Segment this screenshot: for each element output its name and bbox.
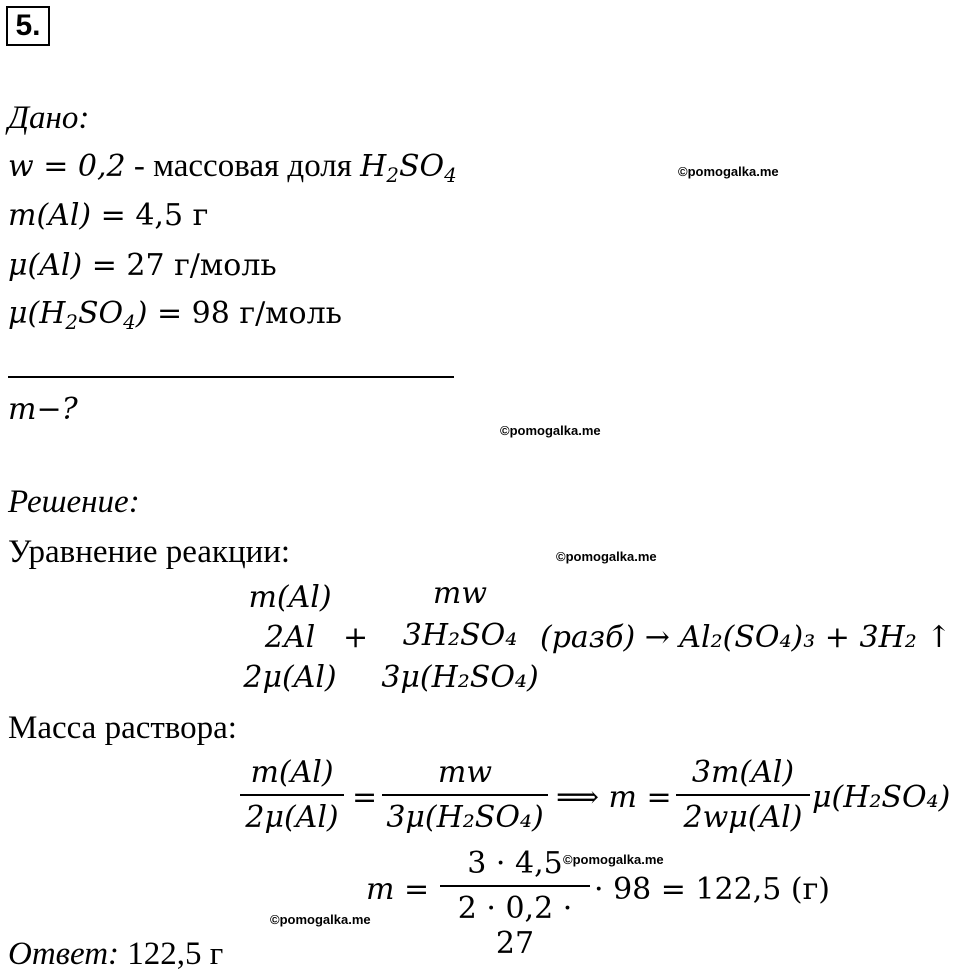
eq1-tail: μ(H₂SO₄) <box>812 780 951 815</box>
al-top: m(Al) <box>248 580 332 615</box>
eq2-numerator: 3 · 4,5 <box>467 846 563 881</box>
reaction-rest: (разб) → Al₂(SO₄)₃ + 3H₂ ↑ <box>540 620 952 655</box>
eq1-f3-numerator: 3m(Al) <box>691 755 795 790</box>
reaction-plus: + <box>343 620 369 655</box>
fraction-bar <box>240 794 344 796</box>
eq1-fraction-2 <box>382 755 548 835</box>
watermark: ©pomogalka.me <box>678 164 779 179</box>
eq1-f1-denominator: 2μ(Al) <box>245 800 339 835</box>
given-divider <box>8 376 454 378</box>
fraction-text: - массовая доля <box>125 148 361 184</box>
find-line: m−? <box>8 392 78 427</box>
eq2-tail: · 98 = 122,5 (г) <box>594 872 831 907</box>
molar-al-symbol: μ(Al) <box>8 248 83 283</box>
reaction-label: Уравнение реакции: <box>8 534 291 570</box>
solution-heading: Решение: <box>8 484 140 520</box>
mass-al-value: = 4,5 г <box>91 198 209 233</box>
molar-acid-value: = 98 г/моль <box>147 296 342 331</box>
molar-acid-symbol: $\mu(H_2SO_4)$ <box>8 296 148 334</box>
eq1-f1-numerator: m(Al) <box>250 755 334 790</box>
given-line-mass-al <box>8 198 208 233</box>
watermark: ©pomogalka.me <box>556 549 657 564</box>
fraction-bar <box>440 885 590 887</box>
given-heading: Дано: <box>8 100 90 136</box>
watermark: ©pomogalka.me <box>270 912 371 927</box>
eq1-equals: = <box>352 780 378 815</box>
al-bot: 2μ(Al) <box>243 660 337 695</box>
fraction-value: w = 0,2 <box>8 149 126 184</box>
eq1-f3-denominator: 2wμ(Al) <box>683 800 803 835</box>
mass-label: Масса раствора: <box>8 710 237 746</box>
acid-formula: $H_2SO_4$ <box>360 149 457 187</box>
al-mid: 2Al <box>264 620 316 655</box>
answer-label: Ответ: <box>8 936 120 972</box>
given-line-molar-acid <box>8 296 342 334</box>
problem-number: 5. <box>6 6 50 46</box>
eq1-f2-numerator: mw <box>437 755 493 790</box>
acid-mid: 3H₂SO₄ <box>402 618 518 653</box>
eq1-implies: ⟹ m = <box>556 780 672 815</box>
answer-line <box>8 936 223 973</box>
watermark: ©pomogalka.me <box>500 423 601 438</box>
answer-value: 122,5 г <box>119 936 224 972</box>
fraction-bar <box>382 794 548 796</box>
watermark: ©pomogalka.me <box>563 852 664 867</box>
given-line-molar-al <box>8 248 277 283</box>
mass-al-symbol: m(Al) <box>8 198 92 233</box>
eq2-denominator: 2 · 0,2 · 27 <box>457 891 573 961</box>
acid-bot: 3μ(H₂SO₄) <box>381 660 539 695</box>
eq1-fraction-1 <box>240 755 344 835</box>
acid-top: mw <box>432 576 488 611</box>
eq2-lhs: m = <box>366 872 430 907</box>
eq1-f2-denominator: 3μ(H₂SO₄) <box>386 800 544 835</box>
given-line-fraction <box>8 148 457 185</box>
eq1-fraction-3 <box>676 755 810 835</box>
fraction-bar <box>676 794 810 796</box>
molar-al-value: = 27 г/моль <box>82 248 277 283</box>
